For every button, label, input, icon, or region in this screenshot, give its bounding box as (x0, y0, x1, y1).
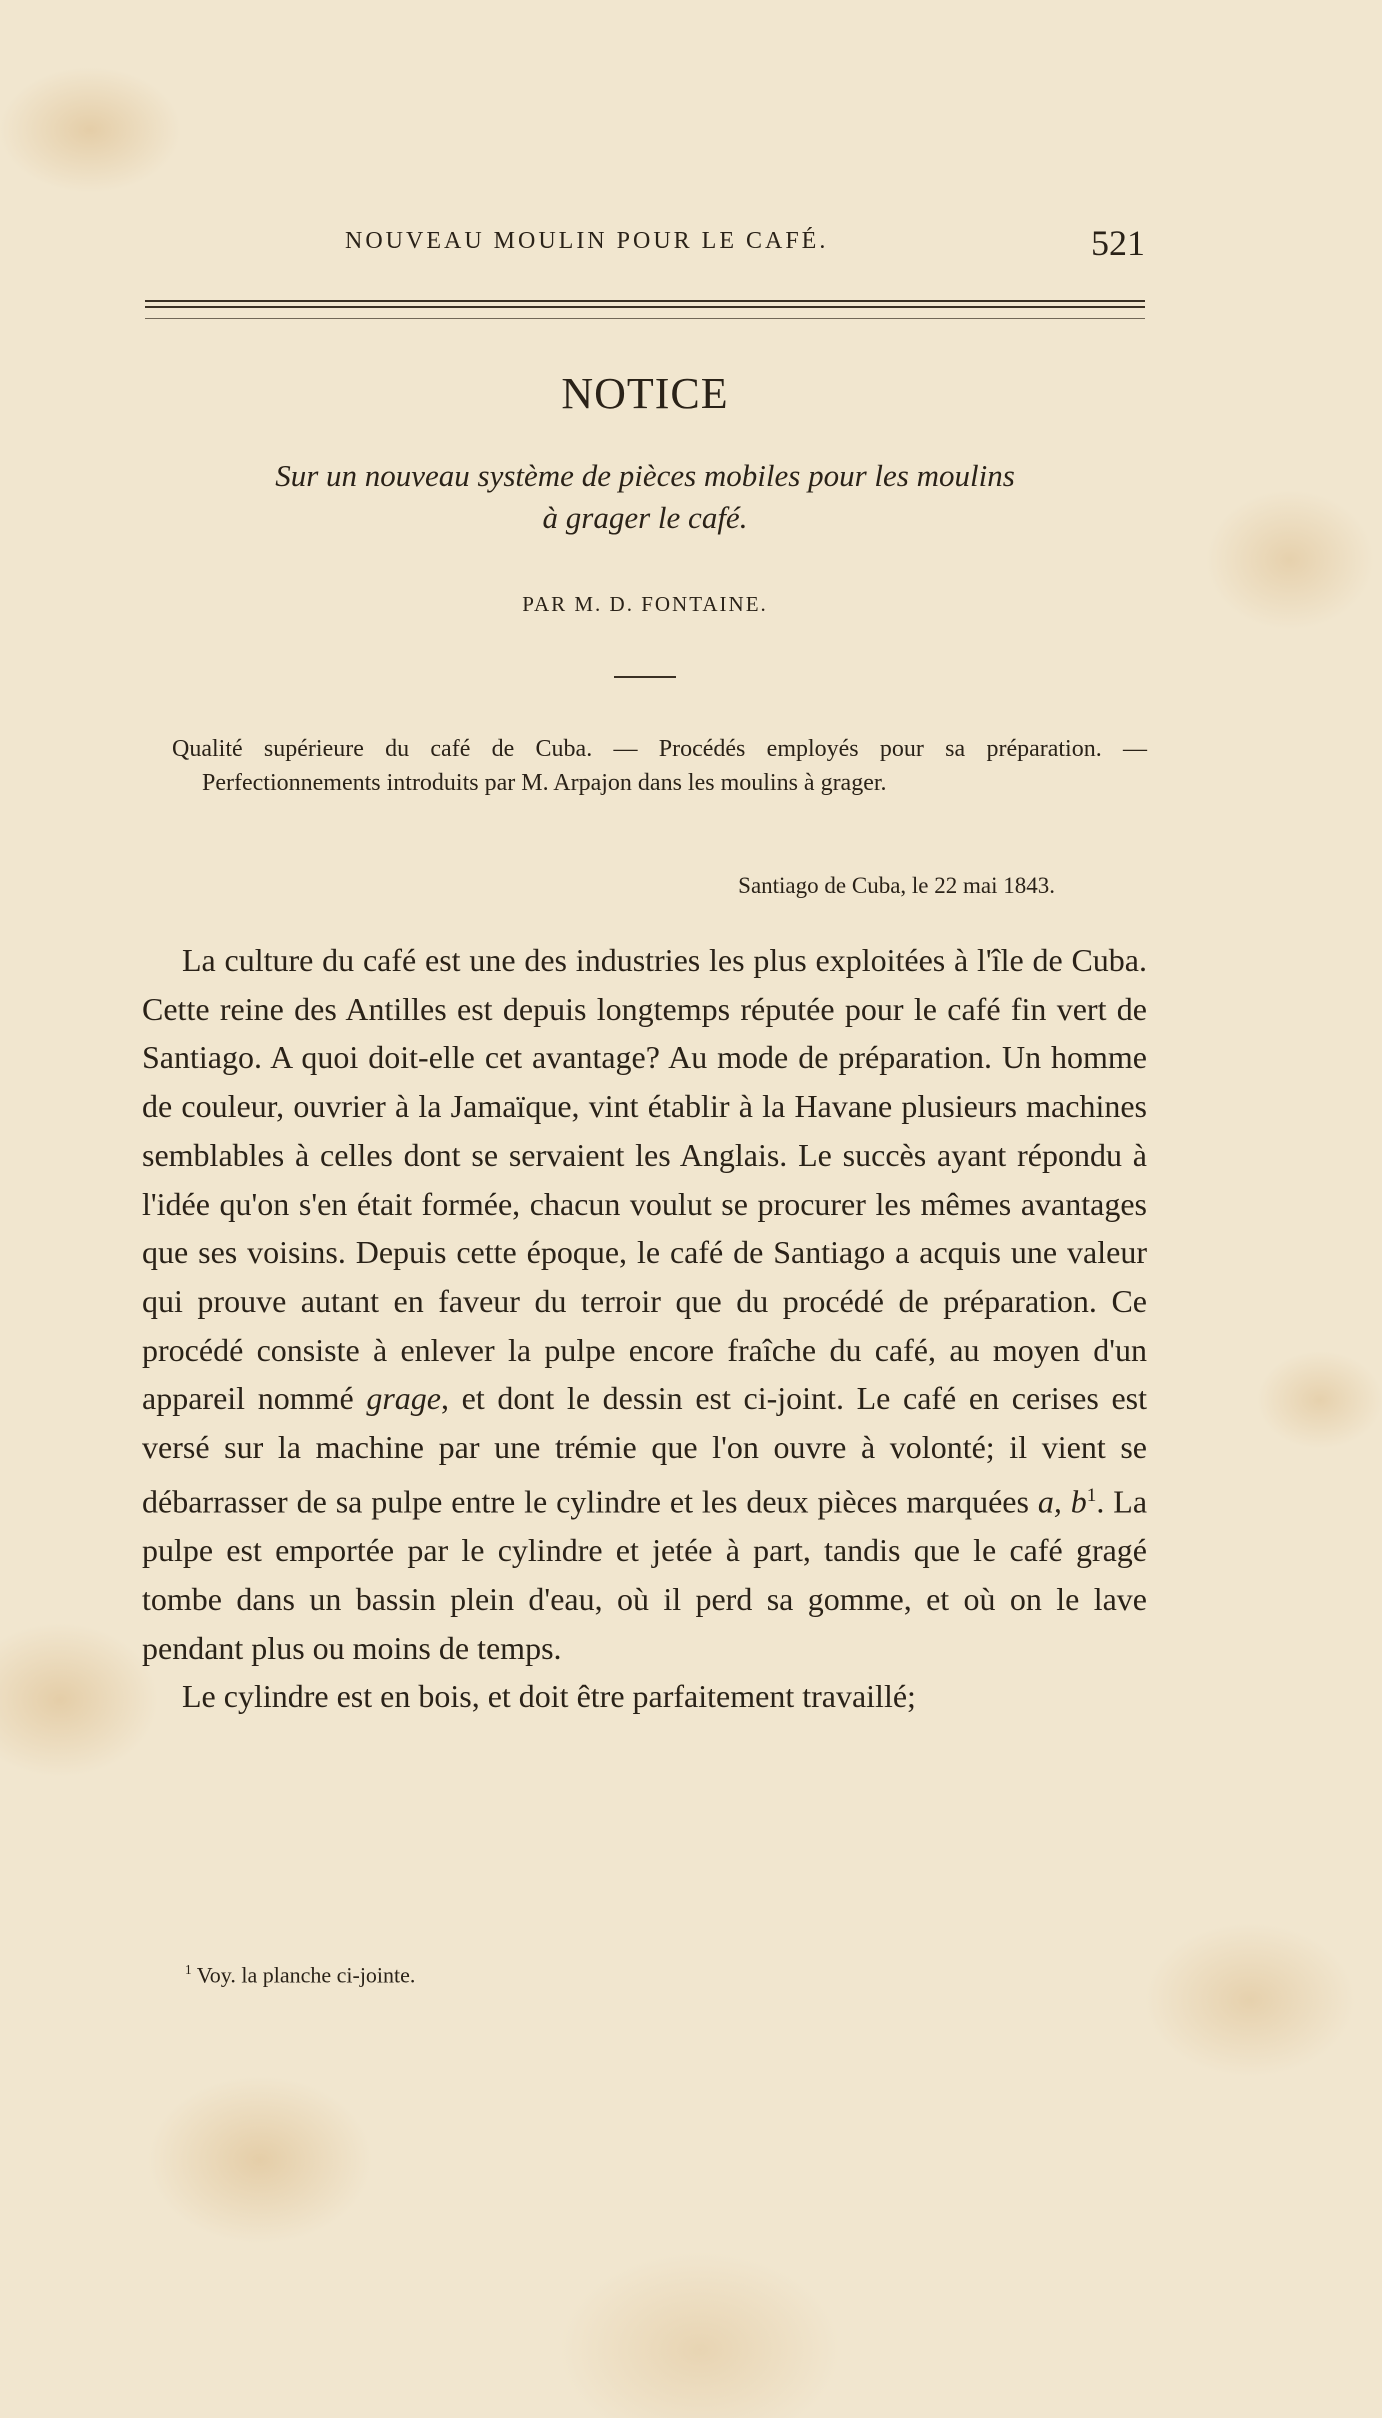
page-header (145, 223, 1145, 268)
running-head: NOUVEAU MOULIN POUR LE CAFÉ. (345, 228, 829, 254)
article-title: NOTICE (561, 369, 729, 418)
article-body (142, 936, 1147, 1721)
footnote-marker: 1 (1086, 1484, 1097, 1506)
body-paragraph: La culture du café est une des industries les plus exploitées à l'île de Cuba. Cette reine des Antilles est depuis longtemps réputée pour le café fin vert de Santiago. A quoi doit-elle cet avantage? Au mode de préparation. Un homme de couleur, ouvrier à la Jamaïque, vint établir à la Havane plusieurs machines semblables à celles dont se servaient les Anglais. Le succès ayant répondu à l'idée qu'on s'en était formée, chacun voulut se procurer les mêmes avantages que ses voisins. Depuis cette époque, le café de Santiago a acquis une valeur qui prouve autant en faveur du terroir que du procédé de préparation. Ce procédé consiste à enlever la pulpe encore fraîche du café, au moyen d'un appareil nommé grage, et dont le dessin est ci-joint. Le café en cerises est versé sur la machine par une trémie que l'on ouvre à volonté; il vient se débarrasser de sa pulpe entre le cylindre et les deux pièces marquées a, $b^1$. La pulpe est emportée par le cylindre et jetée à part, tandis que le café gragé tombe dans un bassin plein d'eau, où il perd sa gomme, et où on le lave pendant plus ou moins de temps. (142, 942, 1148, 1666)
header-rule (145, 300, 1145, 302)
section-divider (614, 676, 676, 678)
footnote-mark: 1 (185, 1962, 192, 1977)
summary-text: Qualité supérieure du café de Cuba. — Procédés employés pour sa préparation. — Perfectionnements introduits par M. Arpajon dans les moulins à grager. (172, 736, 1147, 796)
subtitle-line: à grager le café. (542, 500, 748, 535)
header-rule-double (145, 306, 1145, 308)
article-subtitle (145, 455, 1145, 539)
dateline: Santiago de Cuba, le 22 mai 1843. (738, 873, 1055, 898)
article-summary (172, 732, 1147, 800)
page-number: 521 (1091, 223, 1145, 263)
piece-labels: a, b (1037, 1483, 1087, 1520)
header-rule-thin (145, 318, 1145, 319)
author-byline: PAR M. D. FONTAINE. (522, 592, 768, 616)
footnote (185, 1962, 415, 1988)
subtitle-line: Sur un nouveau système de pièces mobiles pour les moulins (275, 458, 1015, 493)
footnote-text: Voy. la planche ci-jointe. (196, 1962, 416, 1988)
term-grage: grage (366, 1380, 441, 1417)
body-paragraph: Le cylindre est en bois, et doit être parfaitement travaillé; (182, 1678, 916, 1715)
